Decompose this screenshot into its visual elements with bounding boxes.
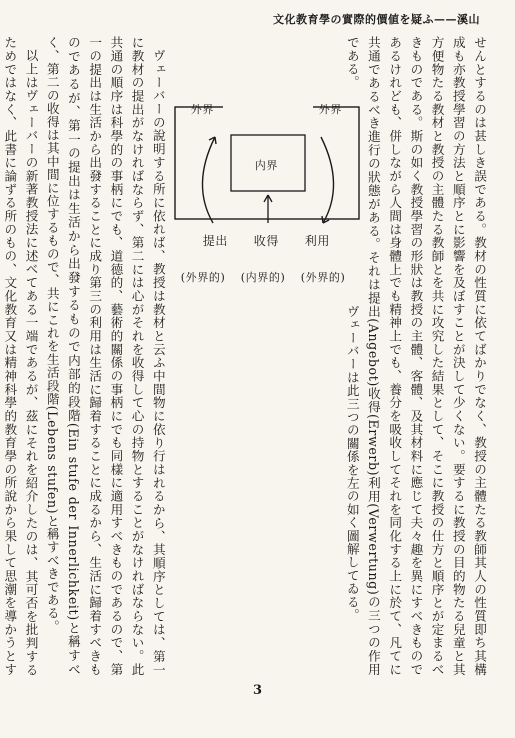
arrow-curve-right — [321, 137, 334, 223]
body-text — [2, 36, 490, 676]
weber-diagram — [173, 95, 363, 297]
running-header: 文化教育學の實際的價値を疑ふ——溪山 — [273, 13, 480, 26]
label-outer-world-left: 外界 — [190, 102, 214, 116]
arrow-curve-left — [202, 137, 215, 223]
paragraph-text: せんとするのは甚しき誤である。教材の性質に依てばかりでなく、教授の主體たる教師其人の性質即ち其構成も亦教授學習の方法と順序とに影響を及ぼすことが決して少くない。要するに教授の目的物たる兒童と其方便物たる教材と教授の主體たる教師とを共に攻究した結果として、そこに教授の仕方と順序とが定まるべきものである。斯の如く教授學習の形狀は教授の主體、客體、及其材料に應じて夫々趣を異にすべきものであるけれども、併しながら人間は身體上でも精神上でも、養分を吸收してそれを同化する上に於て、凡てに共通であるべき進行の狀態がある。それは提出(Angebot)收得(Erwerb)利用(Verwertung)の三つの作用である。 — [344, 36, 487, 676]
step-utilization: 利用 — [304, 233, 330, 248]
step-provision: 提出 — [202, 233, 228, 248]
caption-outer-1: (外界的) — [180, 270, 226, 284]
paragraph — [169, 36, 490, 676]
paragraph: 以上はヴェーバーの新著教授法に述べてある一端であるが、茲にそれを紹介したのは、其可否を批判するためではなく、此書に論ずる所のもの、文化教育又は精神科學的教育學の所說から果して思潮を導かうとす — [2, 36, 39, 676]
step-acquisition: 收得 — [253, 233, 279, 248]
page-number: 3 — [252, 683, 263, 698]
label-inner-world: 内界 — [254, 158, 278, 172]
paragraph-text: ヴェーバーは此三つの關係を左の如く圖解してゐる。 — [344, 304, 360, 622]
label-outer-world-right: 外界 — [318, 102, 342, 116]
caption-outer-2: (外界的) — [300, 270, 346, 284]
caption-inner: (内界的) — [240, 270, 286, 284]
paragraph: ヴェーバーの說明する所に依れば、教授は教材と云ふ中間物に依り行はれるから、其順序としては、第一に教材の提出がなければならず、第二には心がそれを收得して心の持物とすることがなければならない。此共通の順序は科學的の事柄にでも、道德的、藝術的關係の事柄にでも同樣に適用すべきものであるので、第一の提出は生活から出發することに成り第三の利用は生活に歸着することに成るから、生活に歸着すべきものであるが、第一の提出は生活から出發するもので内部的段階(Ein stufe der Innerlichkeit)と稱すべく、第二の收得は其中間に位するもので、共にこれを生活段階(Lebens stufen)と稱すべきである。 — [44, 36, 166, 676]
